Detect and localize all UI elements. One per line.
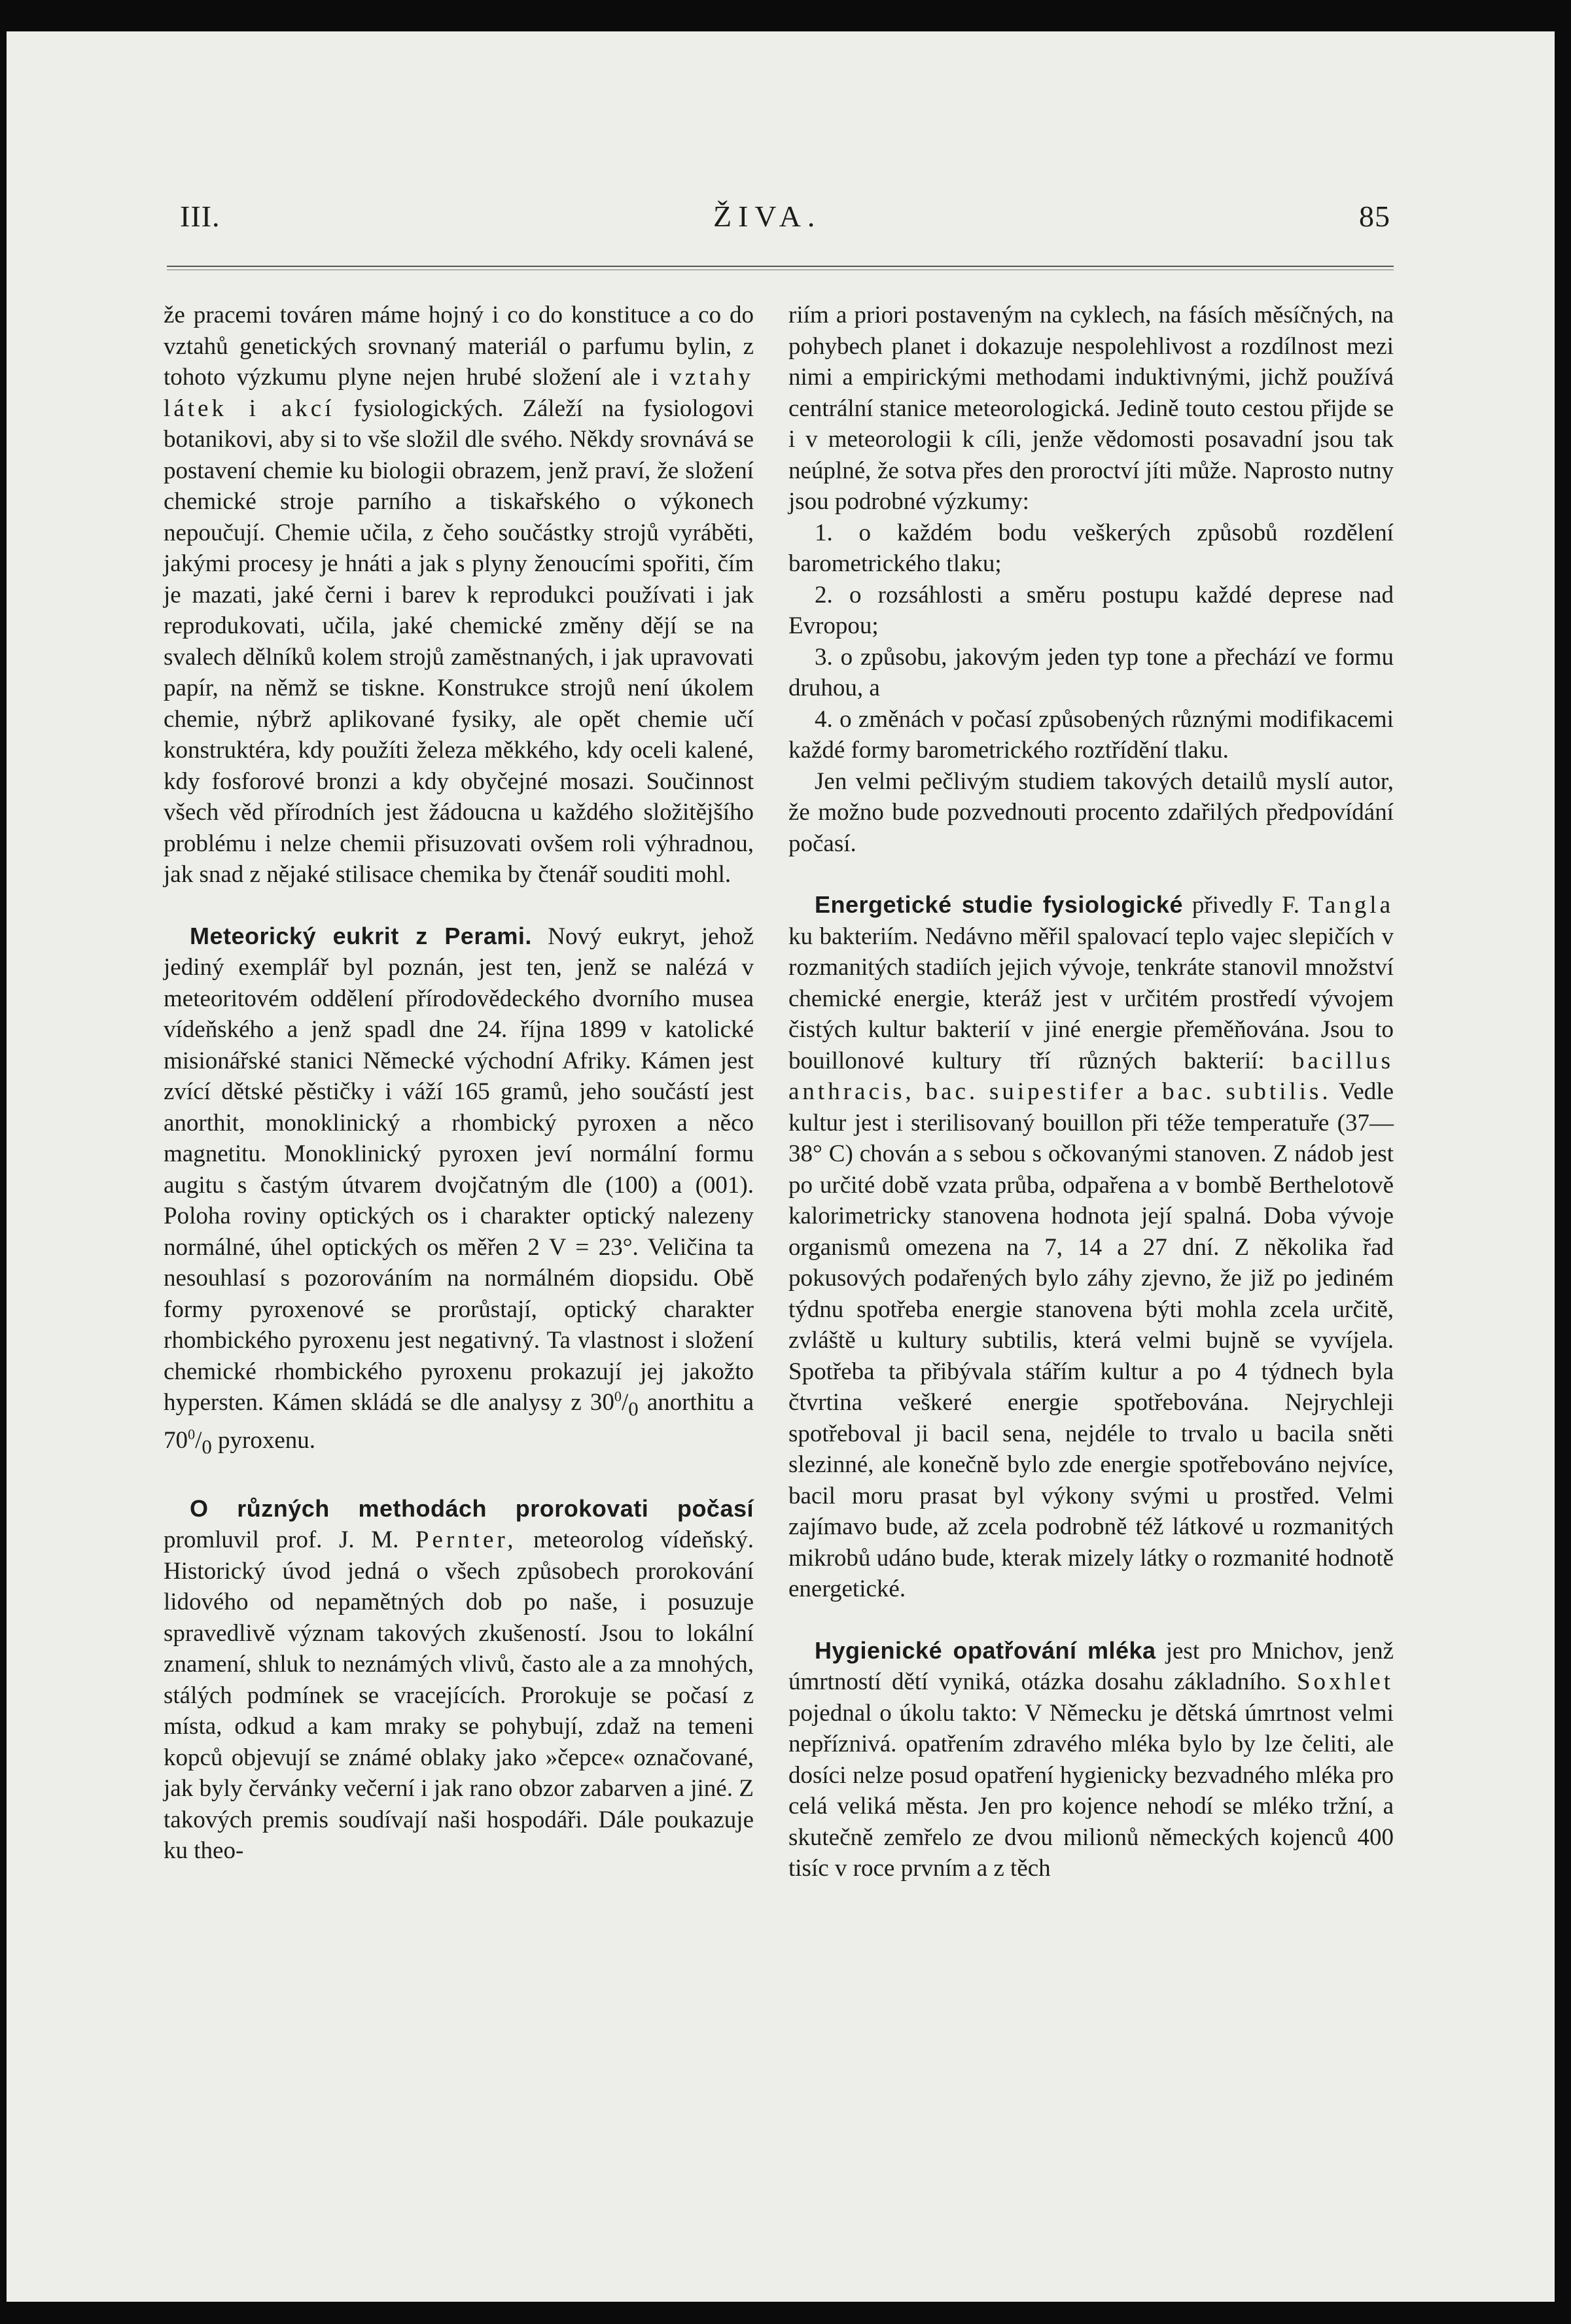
heading-meteorite: Meteorický eukrit z Perami. (190, 922, 532, 949)
paragraph-continuation: riím a priori postaveným na cyklech, na fásích měsíčných, na pohybech planet i dokazuje nespolehlivost a rozdílnost mezi nimi a empirickými methodami induktivnými, jichž používá centrální stanice meteorologická. Jedině touto cestou přijde se i v meteorologii k cíli, jenže vědomosti posavadní jsou tak neúplné, že sotva přes den proroctví jíti může. Naprosto nutny jsou podrobné výzkumy: (788, 302, 1394, 515)
running-header (180, 199, 1390, 245)
right-column (788, 300, 1394, 1884)
spaced-text: Pernter, (415, 1526, 517, 1554)
spaced-text: vztahy látek i akcí (164, 364, 754, 422)
volume-number: III. (180, 200, 221, 233)
list-item: 2. o rozsáhlosti a směru postupu každé deprese nad Evropou; (788, 581, 1394, 639)
article-milk: Hygienické opatřování mléka jest pro Mnichov, jenž úmrtností dětí vyniká, otázka dosahu základního. Soxhlet pojednal o úkolu takto: V Německu je dětská úmrtnost velmi nepříznivá. opatřením zdravého mléka bylo by lze čeliti, ale dosíci nelze posud opatření hygienicky bezvadného mléka pro celá veliká města. Jen pro kojence nehodí se mléko tržní, a skutečně zemřelo ze dvou milionů německých kojenců 400 tisíc v roce prvním a z těch (788, 1636, 1394, 1882)
page-number: 85 (1359, 200, 1390, 233)
header-rule (167, 266, 1394, 270)
heading-milk: Hygienické opatřování mléka (815, 1636, 1156, 1664)
list-item: 4. o změnách v počasí způsobených různými modifikacemi každé formy barometrického roztřídění tlaku. (788, 705, 1394, 764)
spaced-text: bacillus anthracis, bac. suipestifer a bac. subtilis. (788, 1047, 1394, 1105)
spaced-text: Soxhlet (1296, 1668, 1394, 1695)
article-weather-methods: O různých methodách prorokovati počasí promluvil prof. J. M. Pernter, meteorolog vídeňský. Historický úvod jedná o všech způsobech prorokování lidového od nepamětných dob po naše, i posuzuje spravedlivě význam takových zkušeností. Jsou to lokální znamení, shluk to neznámých vlivů, často ale a za mnohých, stálých podmínek se vracejících. Prorokuje se počasí z místa, odkud a kam mraky se pohybují, zdaž na temeni kopců objevují se známé oblaky jako »čepce« označované, jak byly červánky večerní i jak rano obzor zabarven a jiné. Z takových premis soudívají naši hospodáři. Dále poukazuje ku theo- (164, 1494, 754, 1865)
research-list (788, 518, 1394, 766)
list-item: 1. o každém bodu veškerých způsobů rozdělení barometrického tlaku; (788, 519, 1394, 577)
heading-weather-methods: O různých methodách prorokovati počasí (190, 1494, 754, 1522)
spaced-text: Tangla (1308, 892, 1394, 919)
heading-energetic: Energetické studie fysiologické (815, 891, 1183, 918)
article-meteorite: Meteorický eukrit z Perami. Nový eukryt, jehož jediný exemplář byl poznán, jest ten, jenž se nalézá v meteoritovém oddělení přírodovědeckého dvorního musea vídeňského a jenž spadl dne 24. října 1899 v katolické misionářské stanici Německé východní Afriky. Kámen jest zvící dětské pěstičky i váží 165 gramů, jeho součástí jest anorthit, monoklinický a rhombický pyroxen a něco magnetitu. Monoklinický pyroxen jeví normální formu augitu s častým útvarem dvojčatným dle (100) a (001). Poloha roviny optických os i charakter optický nalezeny normálné, úhel optických os měřen 2 V = 23°. Veličina ta nesouhlasí s pozorováním na normálném diopsidu. Obě formy pyroxenové se prorůstají, optický charakter rhombického pyroxenu jest negativný. Ta vlastnost i složení chemické rhombického pyroxenu prokazují jej jakožto hypersten. Kámen skládá se dle analysy z $30^0/_0$ anorthitu a $70^0/_0$ pyroxenu. (164, 922, 754, 1458)
paragraph-intro: že pracemi továren máme hojný i co do konstituce a co do vztahů genetických srovnaný materiál o parfumu bylin, z tohoto výzkumu plyne nejen hrubé složení ale i vztahy látek i akcí fysiologických. Záleží na fysiologovi botanikovi, aby si to vše složil dle svého. Někdy srovnává se postavení chemie ku biologii obrazem, jenž praví, že složení chemické stroje parního a tiskařského o výkonech nepoučují. Chemie učila, z čeho součástky strojů vyráběti, jakými procesy je hnáti a jak s plyny ženoucími spořiti, čím je mazati, jaké černi i barev k reprodukci používati i jak reprodukovati, učila, jaké chemické změny dějí se na svalech dělníků kolem strojů zaměstnaných, i jak upravovati papír, na němž se tiskne. Konstrukce strojů není úkolem chemie, nýbrž aplikované fysiky, ale opět chemie učí konstruktéra, kdy použíti železa měkkého, kdy oceli kalené, kdy fosforové bronzi a kdy obyčejné mosazi. Součinnost všech věd přírodních jest žádoucna u každého složitějšího problému i nelze chemii přisuzovati ovšem roli výhradnou, jak snad z nějaké stilisace chemika by čtenář souditi mohl. (164, 302, 754, 888)
article-energetic: Energetické studie fysiologické přivedly F. Tangla ku bakteriím. Nedávno měřil spalovací teplo vajec slepičích v rozmanitých stadiích jejich vývoje, tenkráte stanovil množství chemické energie, kteráž jest v určitém prostředí vývojem čistých kultur bakterií v jiné energie přeměňována. Jsou to bouillonové kultury tří různých bakterií: bacillus anthracis, bac. suipestifer a bac. subtilis. Vedle kultur jest i sterilisovaný bouillon při téže temperatuře (37—38° C) chován a s sebou s očkovanými stanoven. Z nádob jest po určité době vzata průba, odpařena a v bombě Berthelotově kalorimetricky stanovena hodnota její spalná. Doba vývoje organismů omezena na 7, 14 a 27 dní. Z několika řad pokusových podařených bylo záhy zjevno, že již po jediném týdnu spotřeba energie stanovena býti mohla zcela určitě, zvláště u kultury subtilis, která velmi bujně se vyvíjela. Spotřeba ta přibývala stářím kultur a po 4 týdnech byla čtvrtina veškeré energie spotřebována. Nejrychleji spotřeboval ji bacil sena, nejdéle to trvalo u bacila sněti slezinné, ale konečně bylo zde energie spotřebováno nejvíce, bacil moru prasat byl výkony svými u prostřed. Velmi zajímavo bude, až zcela podrobně též látkové u rozmanitých mikrobů udáno bude, kterak mizely látky o rozmanité hodnotě energetické. (788, 891, 1394, 1602)
list-item: 3. o způsobu, jakovým jeden typ tone a přechází ve formu druhou, a (788, 643, 1394, 701)
left-column (164, 300, 754, 1867)
paragraph-conclusion: Jen velmi pečlivým studiem takových detailů myslí autor, že možno bude pozvednouti procento zdařilých předpovídání počasí. (788, 767, 1394, 857)
scanned-page (7, 31, 1555, 2302)
journal-title: ŽIVA. (713, 200, 822, 233)
